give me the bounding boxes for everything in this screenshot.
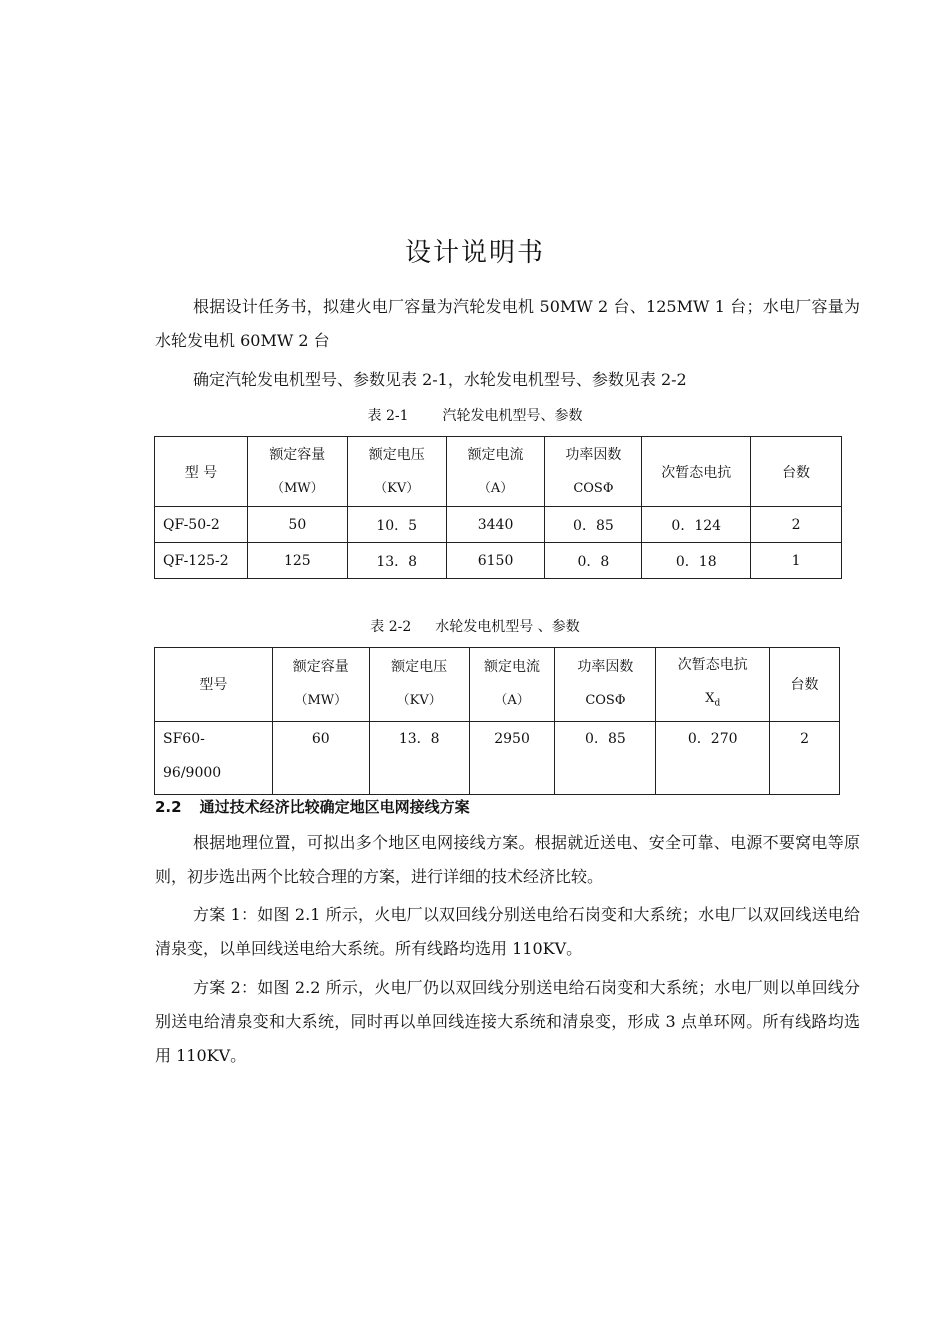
table1-caption-text: 汽轮发电机型号、参数 (442, 408, 583, 424)
table1-header-capacity: 额定容量 （MW） (247, 437, 347, 507)
table-cell-voltage: 13．8 (369, 721, 469, 794)
table-cell-model: QF-50-2 (155, 507, 248, 543)
section-paragraph-2: 方案 1：如图 2.1 所示，火电厂以双回线分别送电给石岗变和大系统；水电厂以双回线送电给清泉变，以单回线送电给大系统。所有线路均选用 110KV。 (155, 905, 860, 958)
table1-header-voltage: 额定电压 （KV） (347, 437, 446, 507)
table2-header-power-factor: 功率因数 COSΦ (555, 648, 656, 722)
table-cell-reactance: 0．270 (656, 721, 770, 794)
generator-table-2 (154, 647, 840, 795)
reactance-subscript: d (714, 698, 721, 709)
table-row (155, 507, 842, 543)
intro-paragraph-2: 确定汽轮发电机型号、参数见表 2-1，水轮发电机型号、参数见表 2-2 (193, 370, 687, 389)
table-cell-capacity: 60 (272, 721, 369, 794)
table2-caption-number: 表 2-2 (370, 619, 412, 635)
table2-header-model: 型号 (155, 648, 273, 722)
table1-header-current: 额定电流 （A） (446, 437, 545, 507)
table-cell-count: 2 (770, 721, 840, 794)
table-cell-reactance: 0．124 (642, 507, 751, 543)
table2-caption (0, 616, 950, 636)
table1-header-count: 台数 (751, 437, 842, 507)
table1-header-model: 型 号 (155, 437, 248, 507)
table2-header-voltage: 额定电压 （KV） (369, 648, 469, 722)
table-cell-power-factor: 0．85 (555, 721, 656, 794)
table-cell-model: QF-125-2 (155, 543, 248, 579)
intro-paragraph-1: 根据设计任务书，拟建火电厂容量为汽轮发电机 50MW 2 台、125MW 1 台；水电厂容量为水轮发电机 60MW 2 台 (155, 297, 860, 350)
table-cell-capacity: 50 (247, 507, 347, 543)
table-cell-current: 2950 (469, 721, 555, 794)
table1-header-row (155, 437, 842, 507)
table-cell-model: SF60- 96/9000 (155, 721, 273, 794)
table2-caption-text: 水轮发电机型号 、参数 (435, 619, 580, 635)
table-row (155, 721, 840, 794)
section-paragraph-3: 方案 2：如图 2.2 所示，火电厂仍以双回线分别送电给石岗变和大系统；水电厂则以单回线分别送电给清泉变和大系统，同时再以单回线连接大系统和清泉变，形成 3 点单环网。所有线路均选用 110KV。 (155, 978, 860, 1065)
table-cell-power-factor: 0．8 (545, 543, 642, 579)
table-row (155, 543, 842, 579)
table-cell-voltage: 10．5 (347, 507, 446, 543)
generator-table-1 (154, 436, 842, 579)
table1-header-power-factor: 功率因数 COSΦ (545, 437, 642, 507)
table-cell-power-factor: 0．85 (545, 507, 642, 543)
table1-caption (0, 405, 950, 425)
table2-header-row (155, 648, 840, 722)
table-cell-count: 1 (751, 543, 842, 579)
section-title: 通过技术经济比较确定地区电网接线方案 (199, 798, 470, 816)
section-number: 2.2 (155, 798, 182, 816)
table-cell-capacity: 125 (247, 543, 347, 579)
table2-header-count: 台数 (770, 648, 840, 722)
section-heading (155, 796, 470, 818)
table-cell-current: 3440 (446, 507, 545, 543)
table-cell-reactance: 0．18 (642, 543, 751, 579)
document-title: 设计说明书 (404, 238, 545, 268)
section-paragraph-1: 根据地理位置，可拟出多个地区电网接线方案。根据就近送电、安全可靠、电源不要窝电等原则，初步选出两个比较合理的方案，进行详细的技术经济比较。 (155, 833, 860, 886)
table2-header-current: 额定电流 （A） (469, 648, 555, 722)
table-cell-count: 2 (751, 507, 842, 543)
reactance-symbol: X (705, 691, 715, 706)
table2-header-capacity: 额定容量 （MW） (272, 648, 369, 722)
table1-caption-number: 表 2-1 (367, 408, 409, 424)
table1-header-reactance: 次暂态电抗 (642, 437, 751, 507)
table-cell-voltage: 13．8 (347, 543, 446, 579)
table-cell-current: 6150 (446, 543, 545, 579)
table2-header-reactance: 次暂态电抗 $X_d$ (656, 648, 770, 722)
